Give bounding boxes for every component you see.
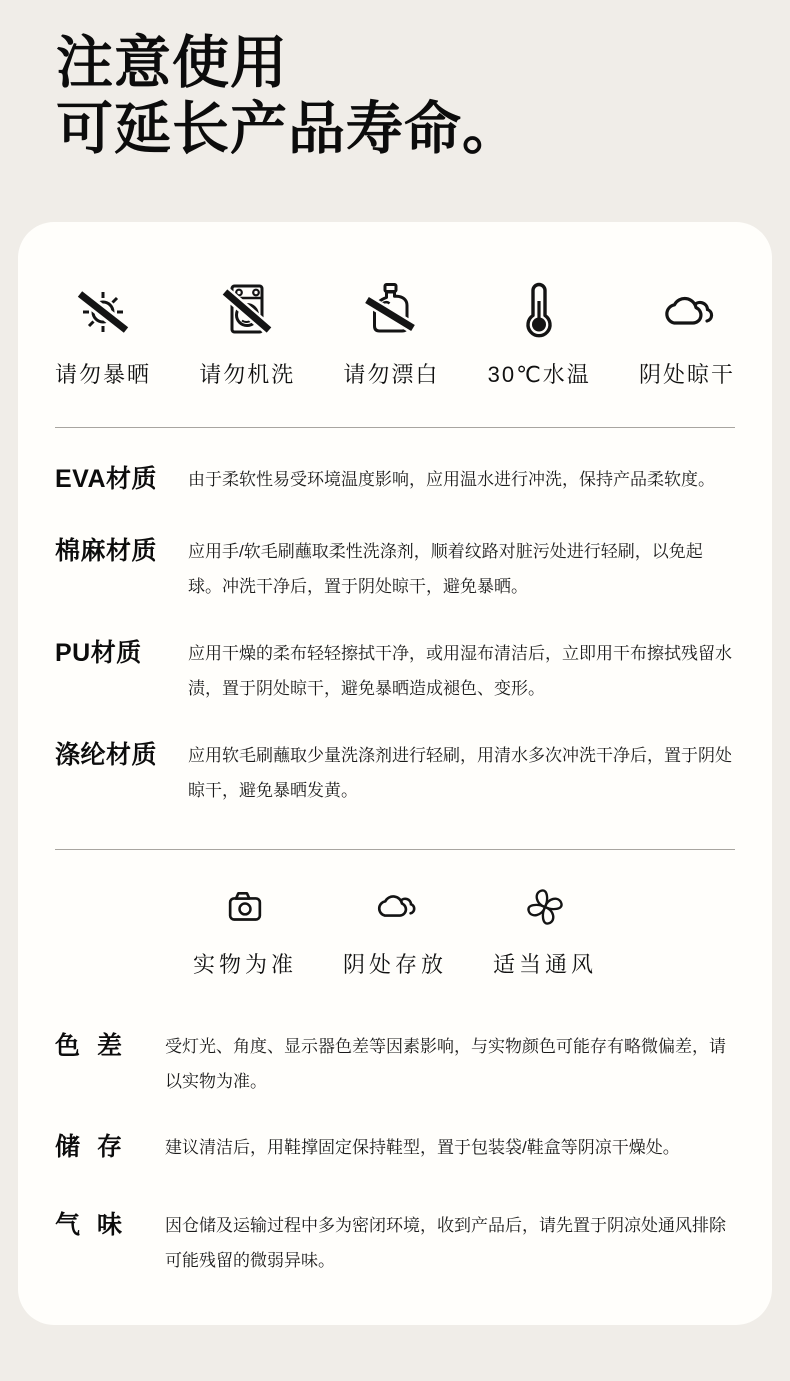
notice-section-storage: [55, 1130, 735, 1165]
care-card: [18, 222, 772, 1325]
storage-icon-label: 实物为准: [193, 952, 298, 977]
divider-middle: [55, 849, 735, 850]
notice-text: 因仓储及运输过程中多为密闭环境，收到产品后，请先置于阴凉处通风排除可能残留的微弱异味。: [165, 1216, 726, 1270]
notice-text: 建议清洁后，用鞋撑固定保持鞋型，置于包装袋/鞋盒等阴凉干燥处。: [165, 1138, 680, 1157]
notice-label-char: 味: [96, 1211, 122, 1239]
storage-item-ventilation: [493, 882, 598, 979]
care-icon-label: 请勿暴晒: [55, 362, 152, 387]
notice-label: [55, 1208, 165, 1243]
notice-label-char: 色: [55, 1032, 81, 1060]
no-bleach-icon: [359, 278, 423, 344]
water-temp-icon: [507, 278, 571, 344]
notice-label-char: 气: [55, 1211, 81, 1239]
fan-icon: [520, 882, 570, 932]
care-icons-row: [55, 278, 735, 389]
page-title-line1: 注意使用: [56, 31, 288, 95]
cloud-icon: [370, 882, 420, 932]
notice-label: [55, 1130, 165, 1165]
material-label: 涤纶材质: [55, 741, 158, 769]
care-item-no-machine-wash: [199, 278, 295, 389]
material-label: PU材质: [55, 639, 142, 667]
storage-icons-row: [55, 882, 735, 979]
storage-icon-label: 适当通风: [493, 952, 598, 977]
care-item-water-temp: [488, 278, 591, 389]
material-text: 应用干燥的柔布轻轻擦拭干净，或用湿布清洁后，立即用干布擦拭残留水渍，置于阴处晾干，避免暴晒造成褪色、变形。: [188, 644, 732, 698]
material-section-eva: [55, 462, 735, 497]
notice-label-char: 存: [96, 1133, 122, 1161]
notice-section-odor: [55, 1208, 735, 1278]
care-item-no-sun: [55, 278, 151, 389]
notice-label-char: 储: [55, 1133, 81, 1161]
material-section-pu: [55, 636, 735, 706]
material-section-polyester: [55, 738, 735, 808]
storage-item-actual-product: [193, 882, 298, 979]
care-item-no-bleach: [343, 278, 439, 389]
material-text: 应用软毛刷蘸取少量洗涤剂进行轻刷，用清水多次冲洗干净后，置于阴处晾干，避免暴晒发黄。: [188, 746, 732, 800]
no-machine-wash-icon: [215, 278, 279, 344]
camera-icon: [220, 882, 270, 932]
care-icon-label: 请勿机洗: [199, 362, 296, 387]
care-icon-label: 30℃水温: [487, 362, 591, 387]
page-title-line2: 可延长产品寿命。: [56, 97, 520, 161]
material-section-cotton-linen: [55, 534, 735, 604]
notice-label: [55, 1029, 165, 1064]
material-label: EVA材质: [55, 465, 158, 493]
page-header: [0, 0, 790, 162]
care-icon-label: 请勿漂白: [343, 362, 440, 387]
notice-text: 受灯光、角度、显示器色差等因素影响，与实物颜色可能存有略微偏差，请以实物为准。: [165, 1037, 726, 1091]
storage-item-shade-storage: [343, 882, 448, 979]
material-label: 棉麻材质: [55, 537, 158, 565]
care-item-shade-dry: [639, 278, 735, 389]
shade-dry-icon: [655, 278, 719, 344]
notice-label-char: 差: [96, 1032, 122, 1060]
material-text: 应用手/软毛刷蘸取柔性洗涤剂，顺着纹路对脏污处进行轻刷，以免起球。冲洗干净后，置于阴处晾干，避免暴晒。: [188, 542, 703, 596]
no-sun-icon: [71, 278, 135, 344]
storage-icon-label: 阴处存放: [343, 952, 448, 977]
divider-top: [55, 427, 735, 428]
material-text: 由于柔软性易受环境温度影响，应用温水进行冲洗，保持产品柔软度。: [188, 470, 715, 489]
page-title: [56, 30, 790, 162]
notice-section-color-difference: [55, 1029, 735, 1099]
care-icon-label: 阴处晾干: [638, 362, 735, 387]
